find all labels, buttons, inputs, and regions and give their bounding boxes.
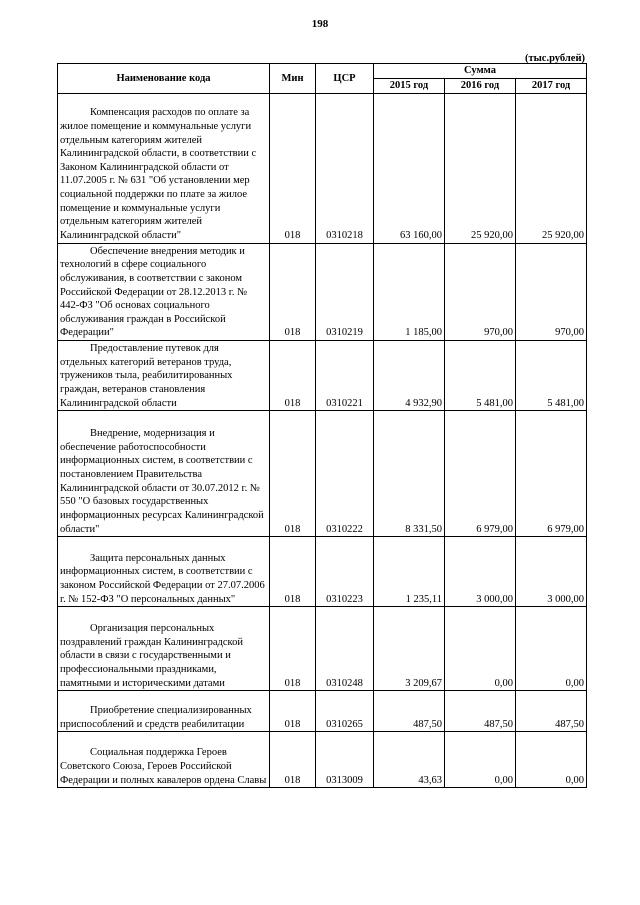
header-min: Мин — [270, 64, 316, 94]
row-value-2017: 0,00 — [516, 732, 587, 788]
row-name: Компенсация расходов по оплате за жилое помещение и коммунальные услуги отдельным категориям жителей Калининградской области, в соответствии с Законом Калининградской области от 11.07.2005 г. № 631 "Об установлении мер социальной поддержки по плате за жилое помещение и коммунальные услуги отдельным категориям жителей Калининградской области" — [58, 93, 270, 243]
row-csr: 0310218 — [316, 93, 374, 243]
row-min: 018 — [270, 243, 316, 340]
table-row — [58, 341, 587, 411]
row-min: 018 — [270, 341, 316, 411]
row-value-2017: 487,50 — [516, 691, 587, 732]
header-year-2015: 2015 год — [374, 78, 445, 93]
row-min: 018 — [270, 691, 316, 732]
row-value-2017: 0,00 — [516, 607, 587, 691]
row-csr: 0310265 — [316, 691, 374, 732]
row-value-2016: 0,00 — [445, 607, 516, 691]
row-min: 018 — [270, 732, 316, 788]
row-value-2015: 4 932,90 — [374, 341, 445, 411]
row-name: Обеспечение внедрения методик и технологий в сфере социального обслуживания, в соответствии с законом Российской Федерации от 28.12.2013 г. № 442-ФЗ "Об основах социального обслуживания граждан в Российской Федерации" — [58, 243, 270, 340]
row-min: 018 — [270, 537, 316, 607]
row-value-2017: 3 000,00 — [516, 537, 587, 607]
row-value-2016: 970,00 — [445, 243, 516, 340]
row-name: Приобретение специализированных приспособлений и средств реабилитации — [58, 691, 270, 732]
row-value-2016: 5 481,00 — [445, 341, 516, 411]
table-header — [58, 64, 587, 94]
row-csr: 0313009 — [316, 732, 374, 788]
row-csr: 0310223 — [316, 537, 374, 607]
row-name: Социальная поддержка Героев Советского Союза, Героев Российской Федерации и полных кавалеров ордена Славы — [58, 732, 270, 788]
row-min: 018 — [270, 93, 316, 243]
page-number: 198 — [311, 18, 329, 30]
row-value-2017: 5 481,00 — [516, 341, 587, 411]
row-value-2017: 6 979,00 — [516, 411, 587, 537]
row-min: 018 — [270, 607, 316, 691]
row-value-2017: 25 920,00 — [516, 93, 587, 243]
header-sum: Сумма — [374, 64, 587, 79]
row-min: 018 — [270, 411, 316, 537]
row-value-2015: 1 185,00 — [374, 243, 445, 340]
table-row — [58, 732, 587, 788]
table-row — [58, 607, 587, 691]
units-label: (тыс.рублей) — [524, 53, 585, 64]
row-value-2015: 43,63 — [374, 732, 445, 788]
row-csr: 0310221 — [316, 341, 374, 411]
row-value-2015: 3 209,67 — [374, 607, 445, 691]
row-value-2016: 6 979,00 — [445, 411, 516, 537]
row-value-2015: 63 160,00 — [374, 93, 445, 243]
header-year-2016: 2016 год — [445, 78, 516, 93]
row-value-2015: 8 331,50 — [374, 411, 445, 537]
table-row — [58, 93, 587, 243]
budget-table — [57, 63, 587, 788]
row-value-2016: 3 000,00 — [445, 537, 516, 607]
table-row — [58, 411, 587, 537]
row-value-2017: 970,00 — [516, 243, 587, 340]
table-body — [58, 93, 587, 788]
row-csr: 0310222 — [316, 411, 374, 537]
row-csr: 0310219 — [316, 243, 374, 340]
row-name: Защита персональных данных информационных систем, в соответствии с законом Российской Федерации от 27.07.2006 г. № 152-ФЗ "О персональных данных" — [58, 537, 270, 607]
header-csr: ЦСР — [316, 64, 374, 94]
table-row — [58, 243, 587, 340]
row-value-2015: 1 235,11 — [374, 537, 445, 607]
table-row — [58, 537, 587, 607]
table-row — [58, 691, 587, 732]
header-year-2017: 2017 год — [516, 78, 587, 93]
row-csr: 0310248 — [316, 607, 374, 691]
row-value-2016: 487,50 — [445, 691, 516, 732]
row-name: Предоставление путевок для отдельных категорий ветеранов труда, тружеников тыла, реабилитированных граждан, ветеранов становления Калининградской области — [58, 341, 270, 411]
row-name: Организация персональных поздравлений граждан Калининградской области в связи с государственными и профессиональными праздниками, памятными и историческими датами — [58, 607, 270, 691]
row-value-2016: 0,00 — [445, 732, 516, 788]
row-name: Внедрение, модернизация и обеспечение работоспособности информационных систем, в соответствии с постановлением Правительства Калининградской области от 30.07.2012 г. № 550 "О базовых государственных информационных ресурсах Калининградской области" — [58, 411, 270, 537]
header-name: Наименование кода — [58, 64, 270, 94]
row-value-2016: 25 920,00 — [445, 93, 516, 243]
row-value-2015: 487,50 — [374, 691, 445, 732]
